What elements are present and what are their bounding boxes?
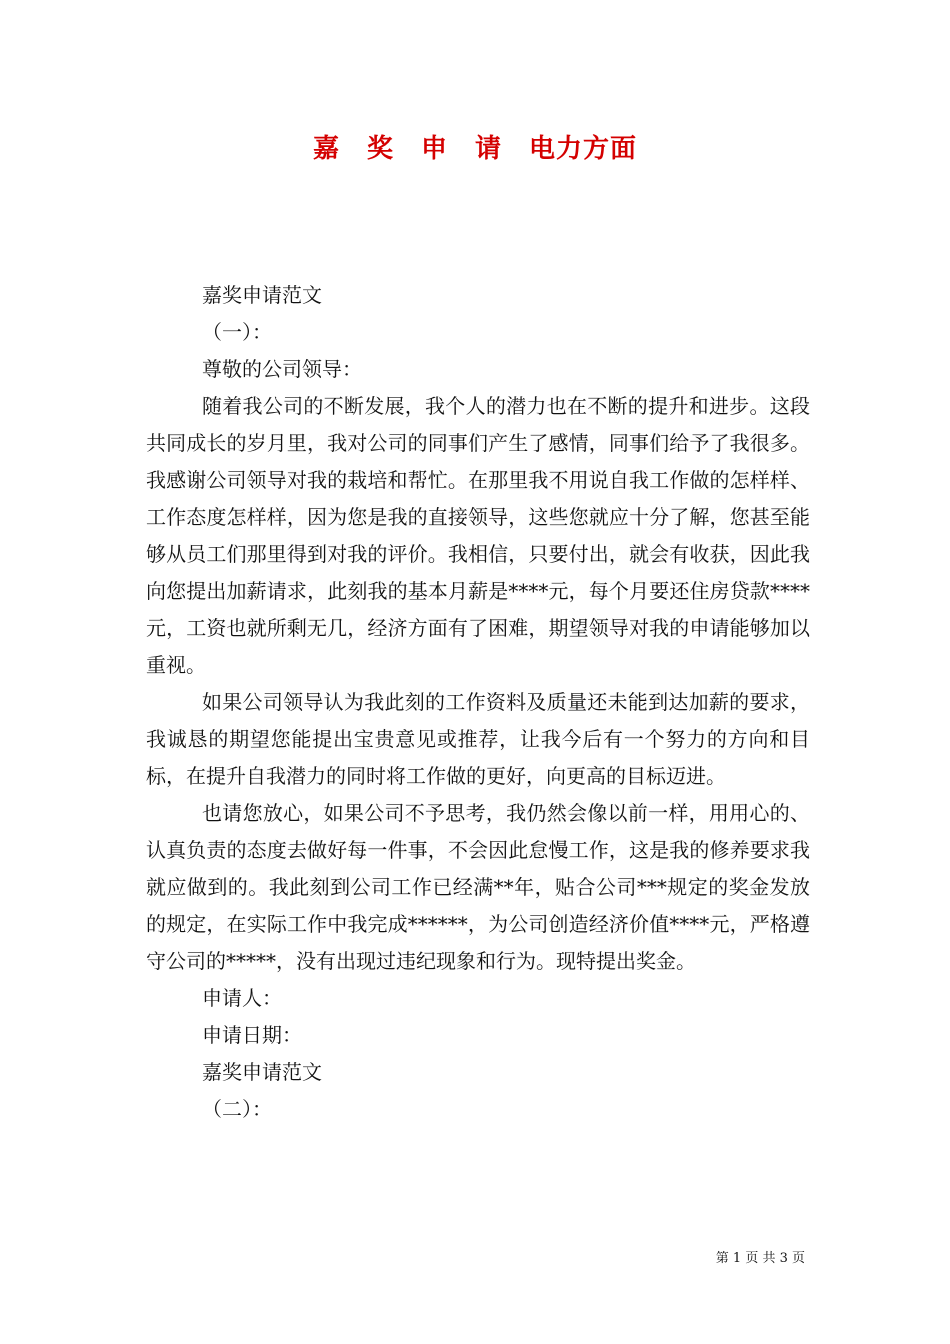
document-body (146, 277, 810, 1128)
application-date-label: 申请日期： (202, 1023, 302, 1047)
body-paragraph: 随着我公司的不断发展，我个人的潜力也在不断的提升和进步。这段共同成长的岁月里，我对公司的同事们产生了感情，同事们给予了我很多。我感谢公司领导对我的栽培和帮忙。在那里我不用说自我工作做的怎样样、工作态度怎样样，因为您是我的直接领导，这些您就应十分了解，您甚至能够从员工们那里得到对我的评价。我相信，只要付出，就会有收获，因此我向您提出加薪请求，此刻我的基本月薪是****元，每个月要还住房贷款****元，工资也就所剩无几，经济方面有了困难，期望领导对我的申请能够加以重视。 (146, 394, 810, 677)
page-title (0, 128, 950, 165)
applicant-label: 申请人： (202, 986, 282, 1010)
section-number: （一）： (202, 320, 272, 344)
section-heading: 嘉奖申请范文 (202, 1060, 322, 1084)
body-paragraph: 如果公司领导认为我此刻的工作资料及质量还未能到达加薪的要求，我诚恳的期望您能提出宝贵意见或推荐，让我今后有一个努力的方向和目标，在提升自我潜力的同时将工作做的更好，向更高的目标迈进。 (146, 690, 810, 788)
section-heading: 嘉奖申请范文 (202, 283, 322, 307)
page-title-text: 嘉 奖 申 请 电力方面 (312, 134, 637, 164)
section-number: （二）： (202, 1097, 272, 1121)
salutation: 尊敬的公司领导： (202, 357, 362, 381)
body-paragraph: 也请您放心，如果公司不予思考，我仍然会像以前一样，用用心的、认真负责的态度去做好每一件事，不会因此怠慢工作，这是我的修养要求我就应做到的。我此刻到公司工作已经满**年，贴合公司***规定的奖金发放的规定，在实际工作中我完成******，为公司创造经济价值****元，严格遵守公司的*****，没有出现过违纪现象和行为。现特提出奖金。 (146, 801, 810, 973)
page-footer: 第 1 页 共 3 页 (715, 1251, 805, 1266)
